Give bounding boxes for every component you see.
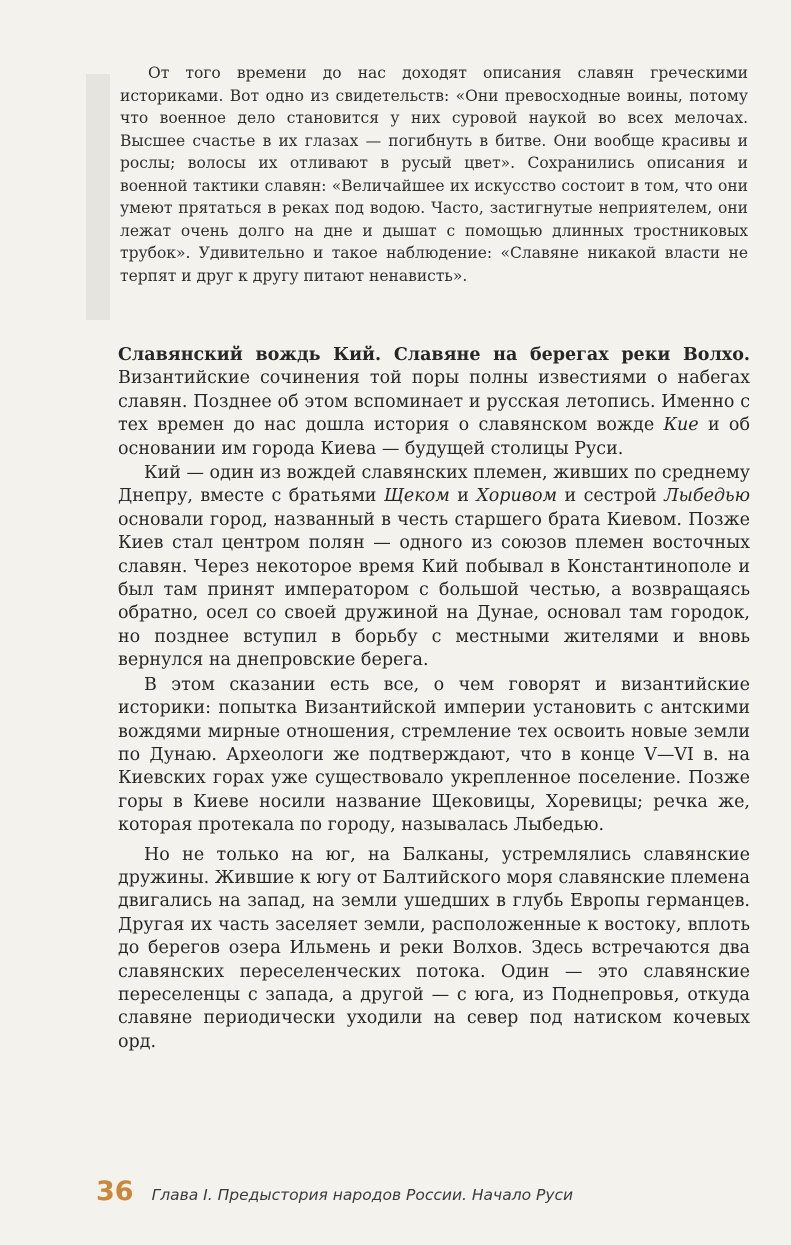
paragraph-migration: Но не только на юг, на Балканы, устремлялись славянские дружины. Жившие к югу от Балтийского моря славянские племена двигались на запад, на земли ушедших в глубь Европы германцев. Другая их часть заселяет земли, расположенные к востоку, вплоть до берегов озера Ильмень и реки Волхов. Здесь встречаются два славянских переселенческих потока. Один — это славянские переселенцы с запада, а другой — с юга, из Поднепровья, откуда славяне периодически уходили на север под натиском кочевых орд. [118, 844, 750, 1052]
name-lybed: Лыбедью [664, 486, 750, 507]
page-number: 36 [96, 1176, 134, 1207]
page-footer [96, 1176, 716, 1210]
quote-block [120, 62, 748, 287]
sidebar-stripe [86, 74, 110, 320]
running-title: Глава I. Предыстория народов России. Начало Руси [151, 1186, 574, 1204]
paragraph-text: и сестрой [557, 486, 665, 507]
paragraph-kiy [118, 462, 750, 673]
name-schek: Щеком [383, 486, 450, 507]
section-heading: Славянский вождь Кий. Славяне на берегах реки Волхо. [118, 345, 750, 365]
paragraph-text: Кий — один из вождей славянских племен, живших по среднему Днепру, вместе с братьями [118, 463, 750, 507]
paragraph-legend: В этом сказании есть все, о чем говорят и византийские историки: попытка Византийской империи установить с антскими вождями мирные отношения, стремление тех освоить новые земли по Дунаю. Археологи же подтверждают, что в конце V—VI в. на Киевских горах уже существовало укрепленное поселение. Позже горы в Киеве носили название Щековицы, Хоревицы; речка же, которая протекала по городу, называлась Лыбедью. [118, 674, 750, 836]
paragraph-text: основали город, названный в честь старшего брата Киевом. Позже Киев стал центром полян — одного из союзов племен восточных славян. Через некоторое время Кий побывал в Константинополе и был там принят императором с большой честью, а возвращаясь обратно, осел со своей дружиной на Дунае, основал там городок, но позднее вступил в борьбу с местными жителями и вновь вернулся на днепровские берега. [118, 509, 750, 671]
name-khoriv: Хоривом [476, 486, 558, 507]
section-paragraph [118, 344, 750, 461]
paragraph-text: и [449, 486, 477, 507]
section-intro: Византийские сочинения той поры полны известиями о набегах славян. Позднее об этом вспоминает и русская летопись. Именно с тех времен до нас дошла история о славянском вожде [118, 368, 750, 436]
section-intro-end: и об основании им города Киева — будущей столицы Руси. [118, 415, 750, 459]
name-kie: Кие [663, 415, 699, 436]
main-text [118, 344, 750, 1054]
quote-paragraph: От того времени до нас доходят описания славян греческими историками. Вот одно из свидетельств: «Они превосходные воины, потому что военное дело становится у них суровой наукой во всех мелочах. Высшее счастье в их глазах — погибнуть в битве. Они вообще красивы и рослы; волосы их отливают в русый цвет». Сохранились описания и военной тактики славян: «Величайшее их искусство состоит в том, что они умеют прятаться в реках под водою. Часто, застигнутые неприятелем, они лежат очень долго на дне и дышат с помощью длинных тростниковых трубок». Удивительно и такое наблюдение: «Славяне никакой власти не терпят и друг к другу питают ненависть». [120, 64, 748, 285]
